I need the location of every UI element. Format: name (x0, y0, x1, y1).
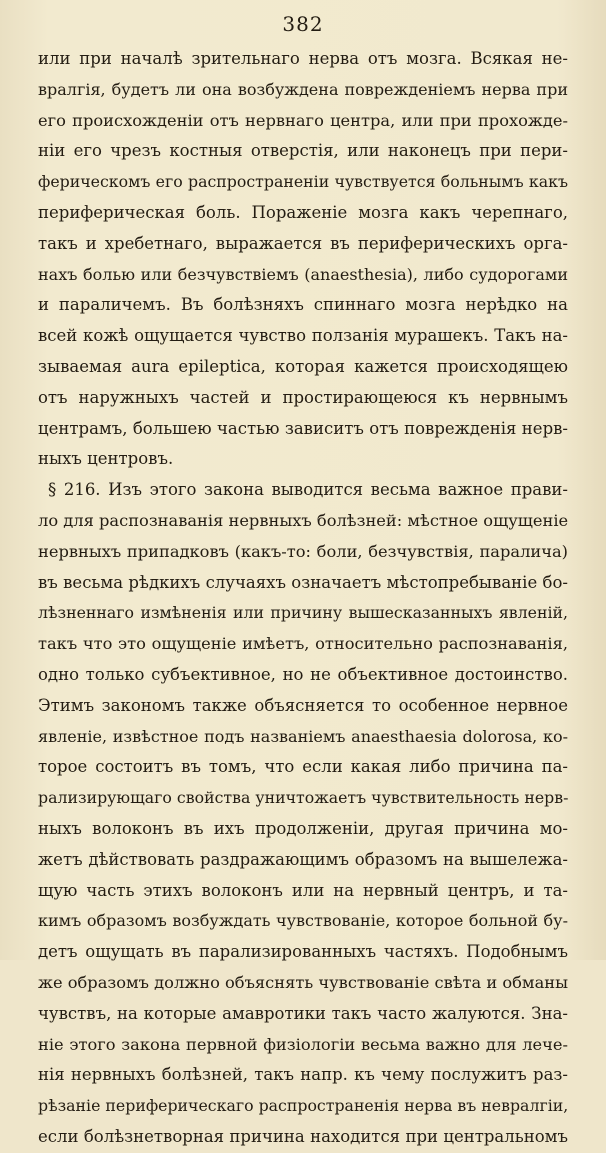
text-line-5: ферическомъ его распространеніи чувствуется больнымъ какъ (38, 172, 568, 192)
text-line-22: Этимъ закономъ также объясняется то особенное нервное (38, 695, 568, 715)
text-line-8: нахъ болью или безчувствіемъ (anaesthesia), либо судорогами (38, 264, 568, 284)
text-line-9: и параличемъ. Въ болѣзняхъ спиннаго мозга нерѣдко на (38, 295, 568, 315)
text-line-33: ніе этого закона первной физіологіи весьма важно для лече- (38, 1034, 568, 1054)
text-line-27: жетъ дѣйствовать раздражающимъ образомъ на вышележа- (38, 849, 568, 869)
text-line-30: детъ ощущать въ парализированныхъ частяхъ. Подобнымъ (38, 942, 568, 962)
text-line-21: одно только субъективное, но не объективное достоинство. (38, 664, 568, 684)
text-line-32: чувствъ, на которые амавротики такъ часто жалуются. Зна- (38, 1003, 568, 1023)
text-line-17: нервныхъ припадковъ (какъ-то: боли, безчувствія, паралича) (38, 541, 568, 561)
text-line-34: нія нервныхъ болѣзней, такъ напр. къ чему послужитъ раз- (38, 1065, 568, 1085)
text-line-10: всей кожѣ ощущается чувство ползанія мурашекъ. Такъ на- (38, 326, 568, 346)
text-line-26: ныхъ волоконъ въ ихъ продолженіи, другая причина мо- (38, 818, 568, 838)
text-line-6: периферическая боль. Пораженіе мозга какъ черепнаго, (38, 202, 568, 222)
text-line-28: щую часть этихъ волоконъ или на нервный центръ, и та- (38, 880, 568, 900)
text-line-20: такъ что это ощущеніе имѣетъ, относительно распознаванія, (38, 634, 568, 654)
text-line-4: ніи его чрезъ костныя отверстія, или наконецъ при пери- (38, 141, 568, 161)
text-line-25: рализирующаго свойства уничтожаетъ чувствительность нерв- (38, 788, 568, 808)
text-line-7: такъ и хребетнаго, выражается въ периферическихъ орга- (38, 233, 568, 253)
text-line-3: его происхожденіи отъ нервнаго центра, или при прохожде- (38, 110, 568, 130)
text-line-16: ло для распознаванія нервныхъ болѣзней: мѣстное ощущеніе (38, 510, 568, 530)
text-line-29: кимъ образомъ возбуждать чувствованіе, которое больной бу- (38, 911, 568, 931)
text-line-18: въ весьма рѣдкихъ случаяхъ означаетъ мѣстопребываніе бо- (38, 572, 568, 592)
text-line-12: отъ наружныхъ частей и простирающеюся къ нервнымъ (38, 387, 568, 407)
text-line-11: зываемая aura epileptica, которая кажется происходящею (38, 356, 568, 376)
text-line-23: явленіе, извѣстное подъ названіемъ anaesthaesia dolorosa, ко- (38, 726, 568, 746)
paragraph-216-line-1: § 216. Изъ этого закона выводится весьма важное прави- (48, 480, 568, 500)
text-line-31: же образомъ должно объяснять чувствованіе свѣта и обманы (38, 972, 568, 992)
text-line-35: рѣзаніе периферическаго распространенія нерва въ невралгіи, (38, 1096, 568, 1116)
text-line-24: торое состоитъ въ томъ, что если какая либо причина па- (38, 757, 568, 777)
text-line-19: лѣзненнаго измѣненія или причину вышесказанныхъ явленій, (38, 603, 568, 623)
page-number: 382 (282, 12, 324, 36)
page-body-text (38, 44, 568, 1153)
text-line-13: центрамъ, большею частью зависитъ отъ поврежденія нерв- (38, 418, 568, 438)
text-line-1: или при началѣ зрительнаго нерва отъ мозга. Всякая не- (38, 49, 568, 68)
text-line-14: ныхъ центровъ. (38, 449, 174, 469)
text-line-2: вралгія, будетъ ли она возбуждена поврежденіемъ нерва при (38, 79, 568, 99)
text-line-36: если болѣзнетворная причина находится при центральномъ (38, 1126, 568, 1146)
